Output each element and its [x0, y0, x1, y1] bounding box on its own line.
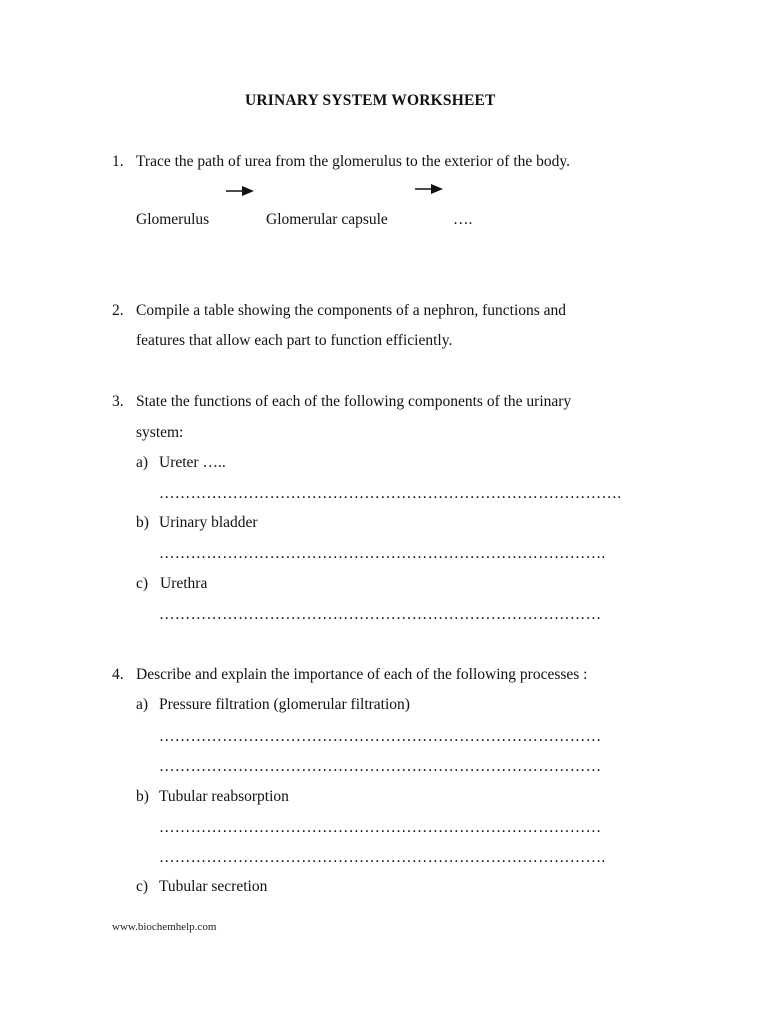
page-title: URINARY SYSTEM WORKSHEET — [245, 92, 496, 109]
q4c-letter: c) — [136, 878, 149, 895]
q4-number: 4. — [112, 666, 124, 683]
q3-text-line2: system: — [136, 424, 184, 441]
q3-number: 3. — [112, 393, 124, 410]
q2-number: 2. — [112, 302, 124, 319]
q4a-label: Pressure filtration (glomerular filtration) — [159, 696, 410, 713]
path-step-glomerular-capsule: Glomerular capsule — [266, 211, 388, 228]
q4c-label: Tubular secretion — [159, 878, 268, 895]
q4a-answer-line-1[interactable]: ………………………………………………………………………… — [159, 728, 602, 745]
q2-text-line2: features that allow each part to function efficiently. — [136, 332, 453, 349]
q3c-letter: c) — [136, 575, 149, 592]
q4b-label: Tubular reabsorption — [159, 788, 289, 805]
q2-text-line1: Compile a table showing the components of a nephron, functions and — [136, 302, 567, 319]
q1-number: 1. — [112, 153, 124, 170]
arrow-right-icon — [226, 185, 254, 197]
q4-text: Describe and explain the importance of each of the following processes : — [136, 666, 588, 683]
q4b-answer-line-1[interactable]: ………………………………………………………………………… — [159, 819, 602, 836]
path-step-ellipsis: …. — [453, 211, 473, 228]
q3b-label: Urinary bladder — [159, 514, 258, 531]
q3a-letter: a) — [136, 454, 149, 471]
q4b-letter: b) — [136, 788, 149, 805]
q3b-answer-line[interactable]: …………………………………………………………………………. — [159, 545, 606, 562]
arrow-right-icon — [415, 183, 443, 195]
q1-text: Trace the path of urea from the glomerulus to the exterior of the body. — [136, 153, 571, 170]
footer-url[interactable]: www.biochemhelp.com — [112, 921, 217, 933]
path-step-glomerulus: Glomerulus — [136, 211, 210, 228]
q3c-answer-line[interactable]: ………………………………………………………………………… — [159, 606, 602, 623]
q4a-answer-line-2[interactable]: ………………………………………………………………………… — [159, 758, 602, 775]
q3a-label: Ureter ….. — [159, 454, 226, 471]
q3-text-line1: State the functions of each of the following components of the urinary — [136, 393, 572, 410]
q3c-label: Urethra — [160, 575, 208, 592]
q3b-letter: b) — [136, 514, 149, 531]
q3a-answer-line[interactable]: ……………………………………………………………………………. — [159, 485, 622, 502]
q4a-letter: a) — [136, 696, 149, 713]
q4b-answer-line-2[interactable]: …………………………………………………………………………. — [159, 849, 606, 866]
